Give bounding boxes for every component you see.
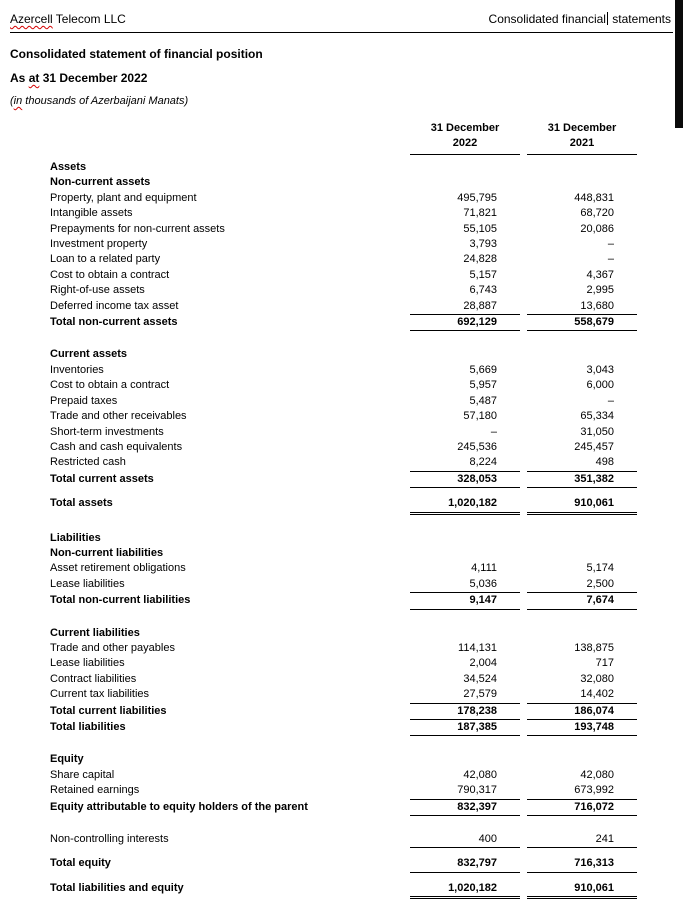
value-2022 (410, 175, 520, 190)
value-2021: – (607, 238, 614, 251)
row-label: Retained earnings (50, 784, 140, 797)
table-row (10, 363, 637, 378)
table-row (10, 299, 637, 315)
spacer-row (10, 515, 637, 531)
spacer-row (10, 873, 637, 881)
company-name (10, 12, 126, 26)
value-2021: 717 (595, 657, 614, 670)
value-2021: 13,680 (527, 299, 637, 315)
table-row (10, 626, 637, 641)
row-label: Deferred income tax asset (50, 299, 179, 312)
row-label: Current tax liabilities (50, 688, 150, 701)
table-row (10, 704, 637, 720)
row-label: Assets (50, 161, 87, 173)
row-label: Equity attributable to equity holders of the parent (50, 800, 308, 813)
row-label: Right-of-use assets (50, 284, 145, 297)
table-row (10, 561, 637, 576)
table-row (10, 768, 637, 783)
row-label: Current liabilities (50, 626, 140, 639)
row-label: Total non-current assets (50, 316, 178, 329)
row-label: Liabilities (50, 531, 101, 544)
column-header-2021: 31 December 2021 (527, 121, 637, 155)
row-label: Asset retirement obligations (50, 562, 186, 575)
row-label: Total liabilities and equity (50, 881, 184, 894)
table-row (10, 656, 637, 671)
table-row (10, 347, 637, 362)
table-row (10, 752, 637, 767)
row-label: Property, plant and equipment (50, 191, 197, 204)
value-2022 (410, 752, 520, 767)
value-2022 (410, 160, 520, 175)
value-2022: 27,579 (410, 687, 520, 703)
row-label: Trade and other receivables (50, 410, 187, 423)
row-label: Non-controlling interests (50, 833, 169, 846)
value-2021: 32,080 (580, 672, 614, 685)
value-2021: 3,043 (586, 363, 614, 376)
value-2021: 716,072 (527, 800, 637, 816)
row-label: Share capital (50, 768, 115, 781)
statement-date (10, 71, 673, 85)
row-label: Prepayments for non-current assets (50, 222, 225, 235)
financial-position-table (10, 121, 637, 899)
text-run: Azercell (10, 12, 53, 26)
column-header-2022: 31 December 2022 (410, 121, 520, 155)
value-2021 (527, 531, 637, 546)
table-row (10, 425, 637, 440)
value-2021: 5,174 (586, 562, 614, 575)
value-2021: 448,831 (574, 191, 614, 204)
text-run: Consolidated financial (488, 12, 606, 26)
table-row (10, 593, 637, 609)
value-2021 (527, 546, 637, 561)
value-2021 (527, 752, 637, 767)
table-header-row (10, 121, 637, 155)
table-row (10, 531, 637, 546)
table-row (10, 315, 637, 331)
value-2022: 71,821 (463, 207, 497, 220)
value-2022: 832,797 (410, 856, 520, 872)
row-label: Total equity (50, 857, 111, 870)
value-2022: 495,795 (457, 191, 497, 204)
value-2021: 14,402 (527, 687, 637, 703)
document-header (10, 8, 673, 33)
value-2021: 2,995 (586, 284, 614, 297)
value-2021: 138,875 (574, 641, 614, 654)
row-label: Inventories (50, 363, 104, 376)
value-2022: 1,020,182 (410, 881, 520, 899)
table-row (10, 687, 637, 703)
table-row (10, 237, 637, 252)
value-2021: 20,086 (580, 222, 614, 235)
row-label: Non-current assets (50, 176, 151, 189)
row-label: Restricted cash (50, 456, 126, 469)
value-2022: 832,397 (410, 800, 520, 816)
table-row (10, 472, 637, 488)
value-2022: 34,524 (463, 672, 497, 685)
value-2022: 245,536 (457, 440, 497, 453)
row-label: Total current assets (50, 472, 154, 485)
table-row (10, 783, 637, 799)
value-2021: 245,457 (574, 440, 614, 453)
value-2022 (410, 546, 520, 561)
value-2021: 910,061 (527, 496, 637, 514)
value-2021: – (607, 394, 614, 407)
text-run: at (28, 71, 40, 85)
table-row (10, 440, 637, 455)
row-label: Total liabilities (50, 721, 126, 733)
table-row (10, 800, 637, 816)
row-label: Lease liabilities (50, 657, 125, 670)
value-2022: 1,020,182 (410, 496, 520, 514)
table-row (10, 641, 637, 656)
value-2022: 4,111 (471, 562, 497, 575)
row-label: Total non-current liabilities (50, 594, 191, 607)
row-label: Contract liabilities (50, 672, 137, 685)
value-2022: 328,053 (410, 472, 520, 488)
value-2022 (410, 347, 520, 362)
value-2022: 5,036 (410, 577, 520, 593)
table-row (10, 394, 637, 409)
table-row (10, 546, 637, 561)
value-2022: 400 (410, 832, 520, 848)
table-row (10, 832, 637, 848)
value-2021: 716,313 (527, 856, 637, 872)
row-label: Total current liabilities (50, 704, 167, 717)
value-2021: 4,367 (586, 268, 614, 281)
value-2021: 910,061 (527, 881, 637, 899)
value-2022: 28,887 (410, 299, 520, 315)
table-body (10, 160, 637, 899)
value-2022 (410, 531, 520, 546)
value-2022: 9,147 (410, 593, 520, 609)
row-label: Non-current liabilities (50, 546, 164, 559)
text-cursor (607, 12, 608, 25)
value-2022: 5,487 (469, 394, 497, 407)
value-2021: 241 (527, 832, 637, 848)
value-2021: 42,080 (580, 768, 614, 781)
text-run: 31 December 2022 (39, 71, 148, 85)
text-run: As (10, 71, 29, 85)
value-2021: 7,674 (527, 593, 637, 609)
row-label: Short-term investments (50, 425, 164, 438)
value-2021 (527, 175, 637, 190)
row-label: Equity (50, 753, 84, 766)
table-row (10, 577, 637, 593)
row-label: Cost to obtain a contract (50, 379, 170, 392)
table-row (10, 206, 637, 221)
value-2022: 57,180 (463, 410, 497, 423)
value-2021: 31,050 (580, 425, 614, 438)
value-2021 (527, 160, 637, 175)
table-row (10, 160, 637, 175)
table-row (10, 191, 637, 206)
value-2021 (527, 347, 637, 362)
value-2021: 186,074 (527, 704, 637, 720)
table-row (10, 378, 637, 393)
table-row (10, 720, 637, 736)
statement-title: Consolidated statement of financial position (10, 47, 263, 61)
table-row (10, 268, 637, 283)
row-label: Loan to a related party (50, 253, 161, 266)
value-2022: 114,131 (458, 641, 497, 654)
row-label: Trade and other payables (50, 641, 175, 654)
value-2022: 3,793 (469, 238, 497, 251)
row-label: Investment property (50, 238, 148, 251)
value-2022: 692,129 (410, 315, 520, 331)
table-row (10, 409, 637, 424)
spacer-row (10, 488, 637, 496)
table-row (10, 455, 637, 471)
text-run: thousands of Azerbaijani Manats) (22, 95, 189, 107)
value-2022: 24,828 (463, 253, 497, 266)
spacer-row (10, 610, 637, 626)
value-2022: 187,385 (410, 720, 520, 736)
row-label: Lease liabilities (50, 577, 125, 590)
value-2022: 8,224 (410, 455, 520, 471)
value-2021: 673,992 (527, 783, 637, 799)
spacer-row (10, 848, 637, 856)
table-row (10, 496, 637, 514)
value-2021: 193,748 (527, 720, 637, 736)
row-label: Cost to obtain a contract (50, 268, 170, 281)
value-2022: 2,004 (469, 657, 497, 670)
value-2021: 351,382 (527, 472, 637, 488)
value-2022: 5,157 (469, 268, 497, 281)
value-2021: – (607, 253, 614, 266)
value-2022: 5,957 (469, 379, 497, 392)
text-run: Telecom LLC (52, 12, 126, 26)
value-2021 (527, 626, 637, 641)
spacer-row (10, 331, 637, 347)
table-row (10, 283, 637, 298)
value-2022: 55,105 (463, 222, 497, 235)
value-2022 (410, 626, 520, 641)
table-row (10, 252, 637, 267)
text-run: ( (10, 95, 14, 107)
spacer-row (10, 736, 637, 752)
value-2021: 558,679 (527, 315, 637, 331)
value-2021: 498 (527, 455, 637, 471)
value-2022: 178,238 (410, 704, 520, 720)
spacer-row (10, 816, 637, 832)
value-2021: 6,000 (586, 379, 614, 392)
value-2021: 2,500 (527, 577, 637, 593)
row-label: Prepaid taxes (50, 394, 118, 407)
table-row (10, 672, 637, 687)
value-2022: 790,317 (410, 783, 520, 799)
table-row (10, 175, 637, 190)
row-label: Total assets (50, 497, 113, 510)
units-note (10, 95, 673, 107)
header-spacer-cell (10, 121, 403, 155)
value-2021: 65,334 (580, 410, 614, 423)
value-2022: 5,669 (469, 363, 497, 376)
text-run: in (13, 95, 23, 107)
table-row (10, 856, 637, 872)
document-type-label (489, 12, 671, 26)
row-label: Cash and cash equivalents (50, 440, 183, 453)
text-run: statements (608, 12, 671, 26)
table-row (10, 222, 637, 237)
value-2022: – (490, 425, 497, 438)
value-2022: 42,080 (463, 768, 497, 781)
value-2021: 68,720 (580, 207, 614, 220)
scrollbar-thumb[interactable] (675, 0, 683, 128)
row-label: Current assets (50, 348, 128, 361)
value-2022: 6,743 (469, 284, 497, 297)
row-label: Intangible assets (50, 207, 133, 220)
